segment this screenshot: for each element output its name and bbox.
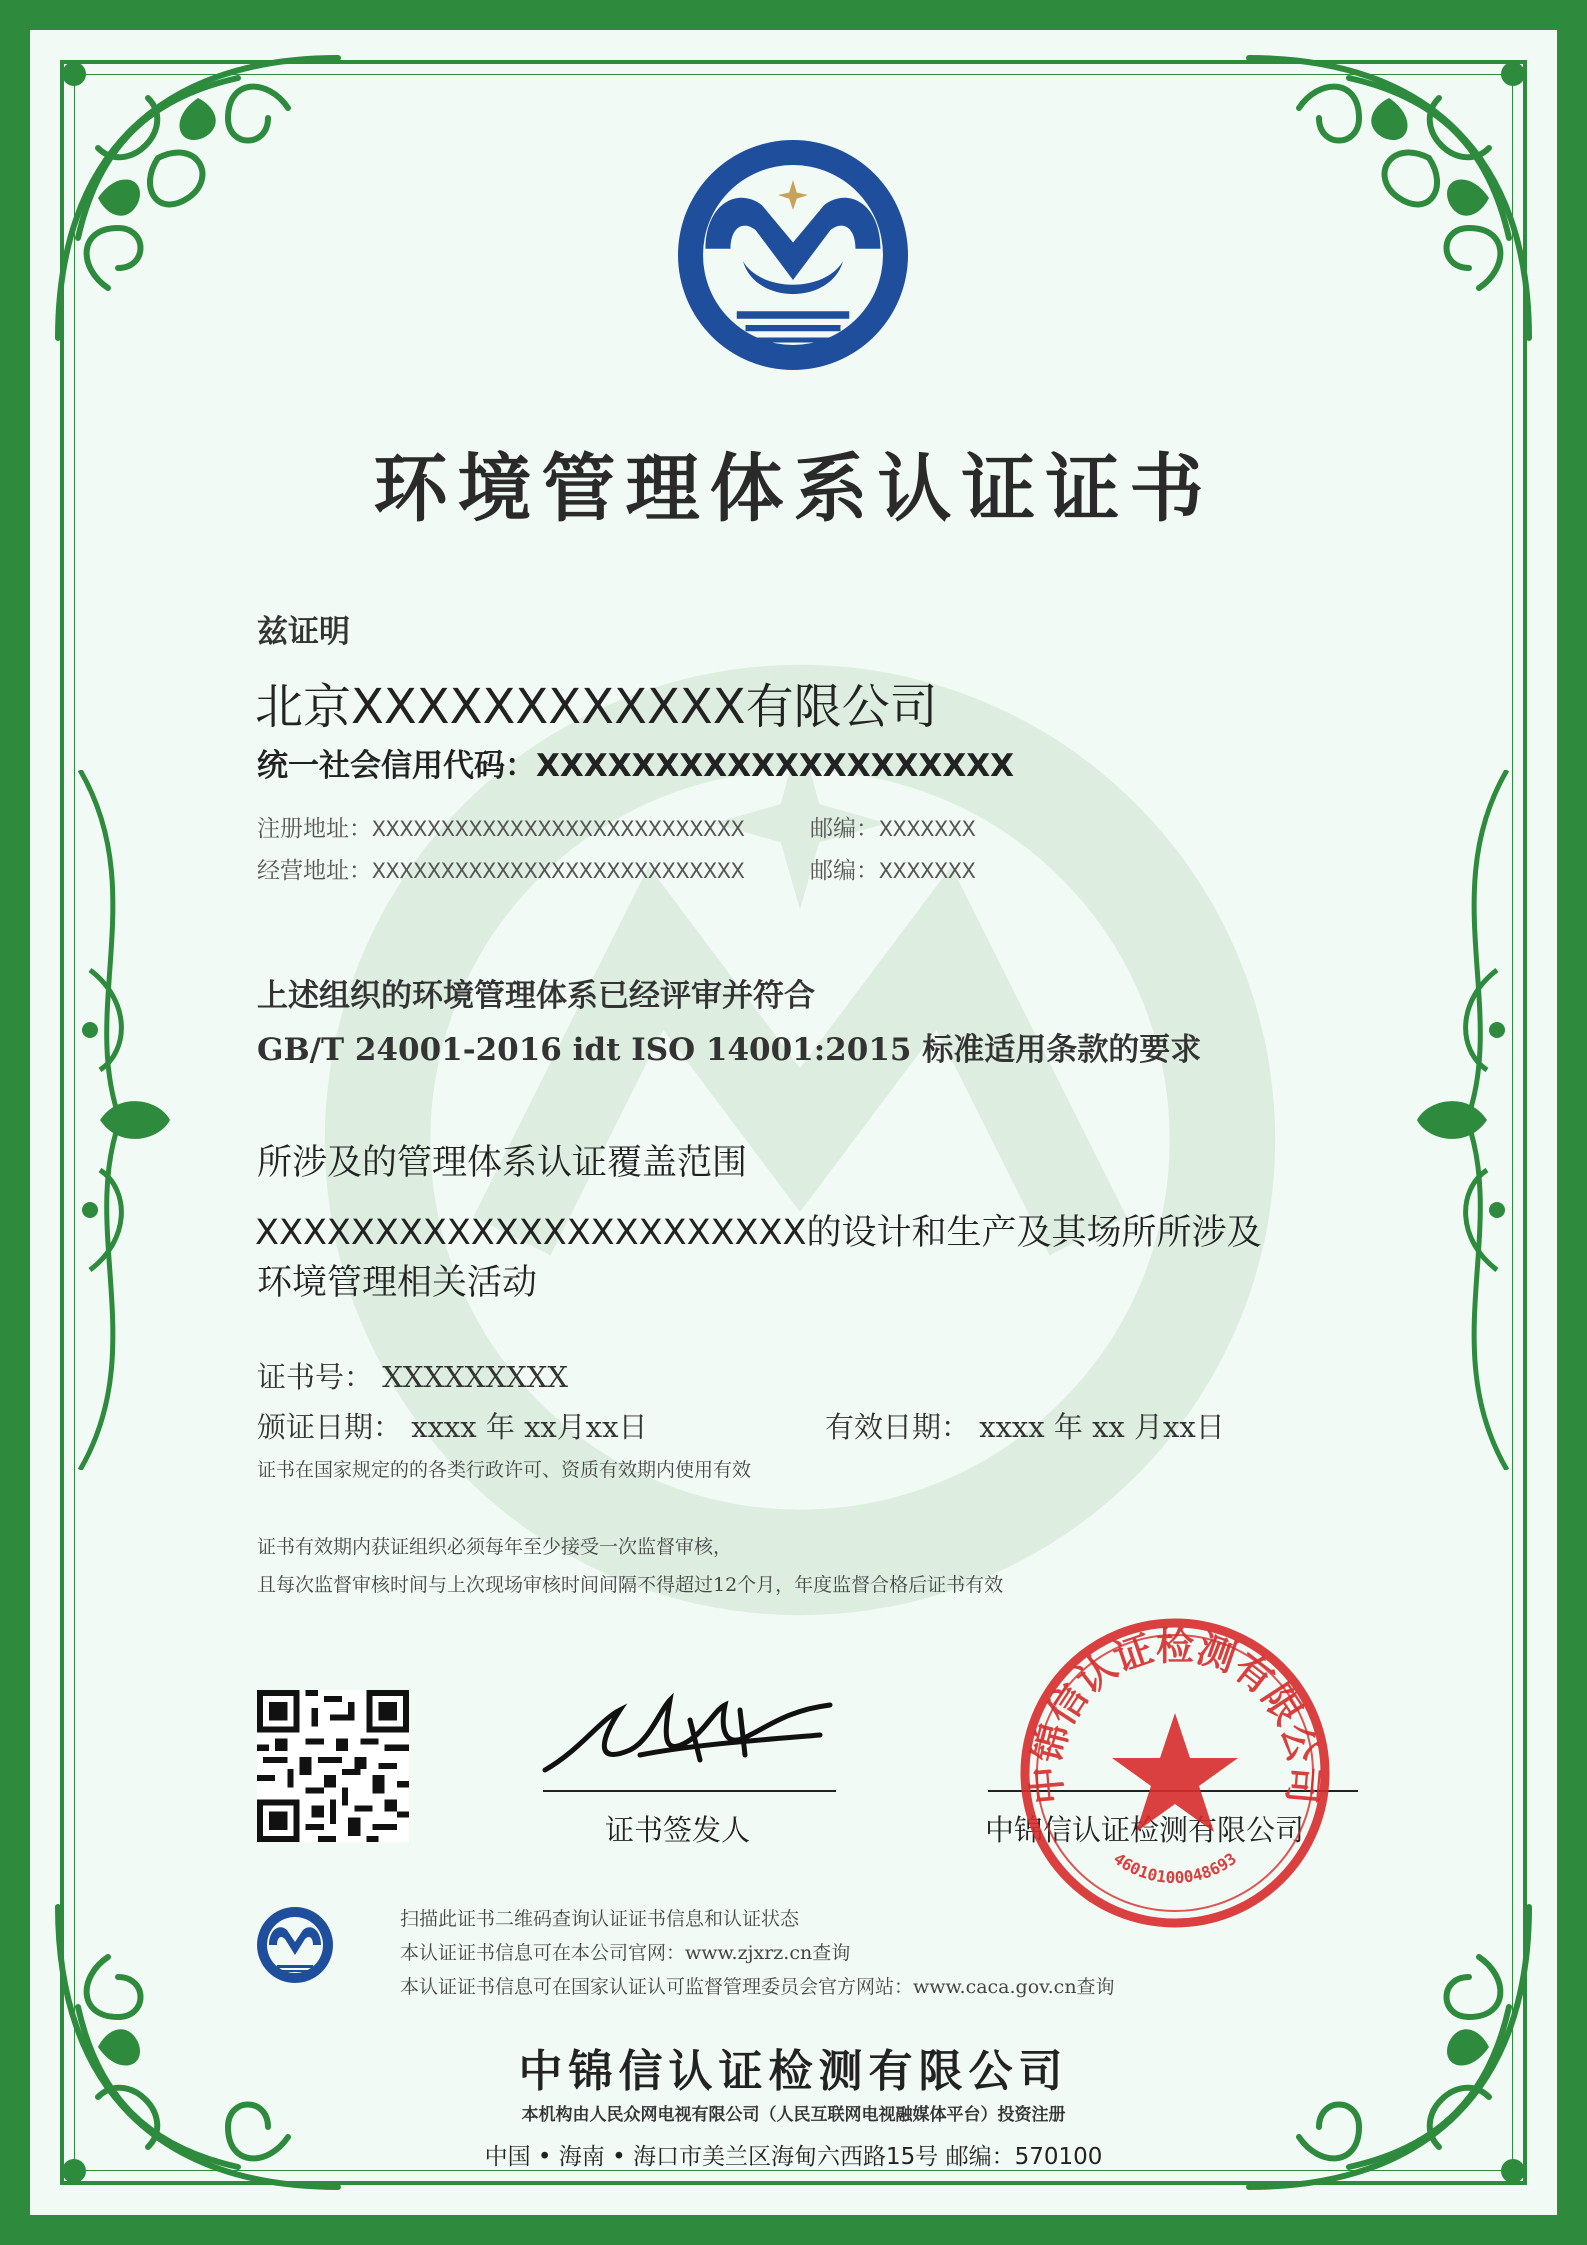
valid-date: 有效日期： xxxx 年 xx 月xx日 bbox=[825, 1410, 1225, 1444]
certificate-note-2: 证书有效期内获证组织必须每年至少接受一次监督审核， bbox=[257, 1536, 733, 1558]
scope-line-1: XXXXXXXXXXXXXXXXXXXXXXX的设计和生产及其场所所涉及 bbox=[255, 1213, 1262, 1253]
registered-address: 注册地址：XXXXXXXXXXXXXXXXXXXXXXXXXXX bbox=[257, 817, 745, 843]
credit-code: 统一社会信用代码：XXXXXXXXXXXXXXXXXXXX bbox=[257, 748, 1015, 784]
side-ornament-icon bbox=[60, 770, 180, 1470]
operating-address: 经营地址：XXXXXXXXXXXXXXXXXXXXXXXXXXX bbox=[257, 859, 745, 885]
svg-text:中锦信认证检测有限公司: 中锦信认证检测有限公司 bbox=[1023, 1624, 1327, 1806]
company-logo-icon bbox=[668, 130, 918, 380]
scope-heading: 所涉及的管理体系认证覆盖范围 bbox=[257, 1143, 748, 1183]
issue-date: 颁证日期： xxxx 年 xx月xx日 bbox=[257, 1410, 648, 1444]
svg-text:4601010004869З: 4601010004869З bbox=[1110, 1848, 1240, 1888]
registered-postcode: 邮编：XXXXXXX bbox=[810, 817, 976, 843]
verification-line-2[interactable]: 本认证证书信息可在本公司官网：www.zjxrz.cn查询 bbox=[400, 1942, 851, 1964]
certificate-number: 证书号： XXXXXXXXX bbox=[257, 1360, 569, 1394]
issuer-label: 证书签发人 bbox=[605, 1813, 751, 1847]
issuer-address: 中国 • 海南 • 海口市美兰区海甸六西路15号 邮编：570100 bbox=[484, 2144, 1103, 2170]
certificate-note-3: 且每次监督审核时间与上次现场审核时间间隔不得超过12个月，年度监督合格后证书有效 bbox=[257, 1574, 1004, 1596]
verification-line-3[interactable]: 本认证证书信息可在国家认证认可监督管理委员会官方网站：www.caca.gov.cn查询 bbox=[400, 1976, 1115, 1998]
intro-text: 兹证明 bbox=[257, 614, 350, 650]
side-ornament-icon bbox=[1407, 770, 1527, 1470]
signature-line bbox=[543, 1790, 836, 1792]
scope-line-2: 环境管理相关活动 bbox=[257, 1263, 538, 1303]
company-name: 北京XXXXXXXXXXXX有限公司 bbox=[255, 679, 938, 735]
company-sign-label: 中锦信认证检测有限公司 bbox=[985, 1813, 1305, 1847]
page-title: 环境管理体系认证证书 bbox=[373, 446, 1214, 532]
company-logo-small-icon bbox=[255, 1895, 335, 2005]
verification-line-1: 扫描此证书二维码查询认证证书信息和认证状态 bbox=[400, 1908, 800, 1930]
issuer-investor-note: 本机构由人民众网电视有限公司（人民互联网电视融媒体平台）投资注册 bbox=[521, 2105, 1066, 2125]
conformity-line-1: 上述组织的环境管理体系已经评审并符合 bbox=[257, 978, 815, 1014]
official-seal-icon bbox=[1010, 1608, 1340, 1938]
issuer-name: 中锦信认证检测有限公司 bbox=[518, 2046, 1069, 2097]
corner-ornament-icon bbox=[38, 38, 368, 368]
signature-icon bbox=[540, 1680, 840, 1790]
operating-postcode: 邮编：XXXXXXX bbox=[810, 859, 976, 885]
certificate-note-1: 证书在国家规定的的各类行政许可、资质有效期内使用有效 bbox=[257, 1459, 752, 1481]
corner-ornament-icon bbox=[1219, 38, 1549, 368]
conformity-line-2: GB/T 24001-2016 idt ISO 14001:2015 标准适用条款的要求 bbox=[257, 1032, 1202, 1068]
qr-code-icon[interactable] bbox=[257, 1690, 409, 1842]
